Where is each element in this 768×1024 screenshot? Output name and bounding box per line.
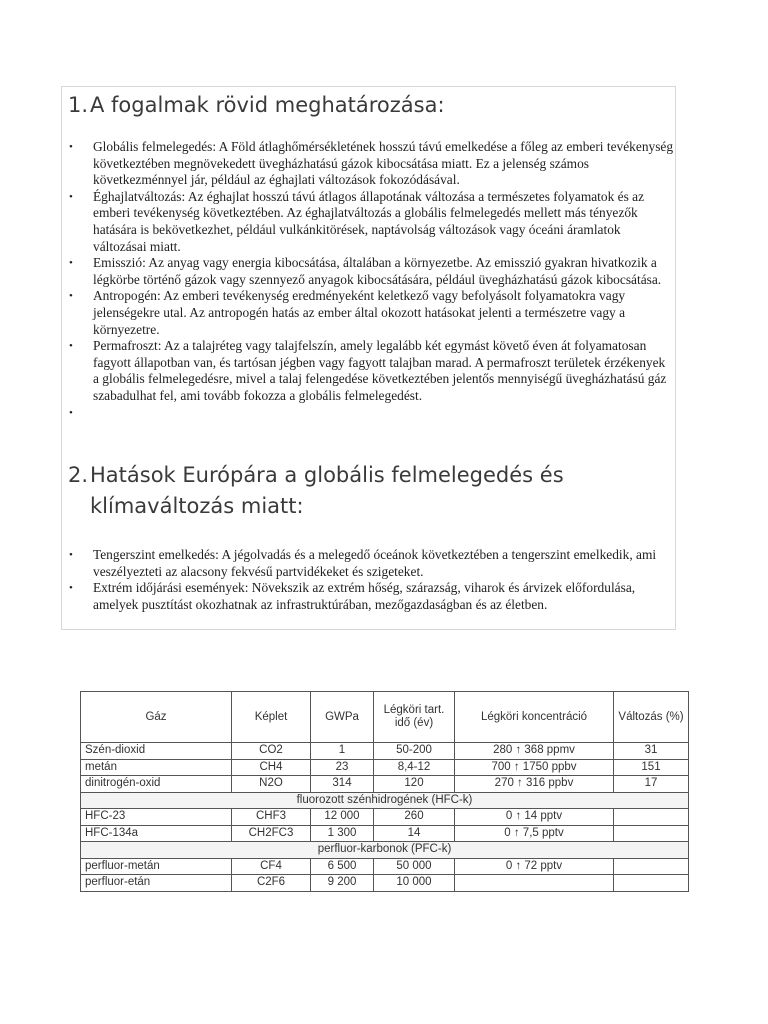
table-row: HFC-23 CHF3 12 000 260 0 ↑ 14 pptv xyxy=(81,809,689,826)
list-item: • Emisszió: Az anyag vagy energia kibocsátása, általában a környezetbe. Az emisszió gyakran hivatkozik a légkörbe történő gázok vagy szennyező anyagok kibocsátására, például üvegházhatású gázok kibocsátása. xyxy=(69,255,662,287)
table-row: metán CH4 23 8,4-12 700 ↑ 1750 ppbv 151 xyxy=(81,759,689,776)
list-item: • Antropogén: Az emberi tevékenység eredményeként keletkező vagy befolyásolt folyamatokra vagy jelenségekre utal. Az antropogén hatás az ember által okozott hatásokat jelenti a természetre vagy a környezetre. xyxy=(69,288,626,337)
header-change: Változás (%) xyxy=(614,692,689,743)
greenhouse-gas-table xyxy=(80,691,689,892)
table-header-row xyxy=(81,692,689,743)
header-lifetime: Légköri tart. idő (év) xyxy=(374,692,455,743)
list-item: • Extrém időjárási események: Növekszik az extrém hőség, szárazság, viharok és árvizek előfordulása, amelyek pusztítást okozhatnak az infrastruktúrában, mezőgazdaságban és az életben. xyxy=(69,580,636,612)
bullet-icon: • xyxy=(69,290,73,303)
header-concentration: Légköri koncentráció xyxy=(455,692,614,743)
table-row: dinitrogén-oxid N2O 314 120 270 ↑ 316 ppbv 17 xyxy=(81,776,689,793)
table-row: perfluor-etán C2F6 9 200 10 000 xyxy=(81,875,689,892)
header-gas: Gáz xyxy=(81,692,232,743)
list-item: • Tengerszint emelkedés: A jégolvadás és a melegedő óceánok következtében a tengerszint emelkedik, ami veszélyezteti az alacsony fekvésű partvidékeket és szigeteket. xyxy=(69,547,657,579)
impacts-list xyxy=(62,547,674,613)
definitions-list xyxy=(62,139,674,421)
table-group-row: perfluor-karbonok (PFC-k) xyxy=(81,842,689,859)
bullet-icon: • xyxy=(69,190,73,203)
table-row: HFC-134a CH2FC3 1 300 14 0 ↑ 7,5 pptv xyxy=(81,825,689,842)
section-1-number: 1. xyxy=(68,93,89,117)
header-formula: Képlet xyxy=(232,692,311,743)
bullet-icon: • xyxy=(69,582,73,595)
section-2-heading xyxy=(68,460,628,522)
bullet-icon: • xyxy=(69,549,73,561)
table-row: Szén-dioxid CO2 1 50-200 280 ↑ 368 ppmv 31 xyxy=(81,743,689,760)
section-1-title: A fogalmak rövid meghatározása: xyxy=(90,93,445,117)
section-2-number: 2. xyxy=(68,463,89,487)
header-gwp: GWPa xyxy=(311,692,374,743)
table-row: perfluor-metán CF4 6 500 50 000 0 ↑ 72 pptv xyxy=(81,858,689,875)
section-2-title: Hatások Európára a globális felmelegedés és klímaváltozás miatt: xyxy=(90,463,564,518)
bullet-icon: • xyxy=(69,340,73,353)
list-item: • Permafroszt: Az a talajréteg vagy talajfelszín, amely legalább két egymást követő éven át folyamatosan fagyott állapotban van, és tartósan jégben vagy fagyott talajban marad. A permafroszt területek érzékenyek a globális felmelegedésre, mivel a talaj felengedése következtében jelentős mennyiségű üvegházhatású gáz szabadulhat fel, ami tovább fokozza a globális felmelegedést. xyxy=(69,338,667,403)
bullet-icon: • xyxy=(69,257,73,270)
list-item: • Globális felmelegedés: A Föld átlaghőmérsékletének hosszú távú emelkedése a főleg az emberi tevékenység következtében megnövekedett üvegházhatású gázok kibocsátása miatt. Ez a jelenség számos következménnyel jár, például az éghajlati változások fokozódásával. xyxy=(69,139,674,188)
document-text-box xyxy=(61,86,676,630)
section-1-heading xyxy=(68,90,445,121)
empty-list-item xyxy=(62,405,674,422)
list-item: • Éghajlatváltozás: Az éghajlat hosszú távú átlagos állapotának változása a természetes folyamatok és az emberi tevékenység következtében. Az éghajlatváltozás a globális felmelegedés mellett más tényezők hatására is bekövetkezhet, például vulkánkitörések, naptávolság változások vagy óceáni áramlatok változásai miatt. xyxy=(69,188,645,254)
bullet-icon: • xyxy=(69,406,73,419)
bullet-icon: • xyxy=(69,141,73,153)
table-group-row: fluorozott szénhidrogének (HFC-k) xyxy=(81,792,689,809)
